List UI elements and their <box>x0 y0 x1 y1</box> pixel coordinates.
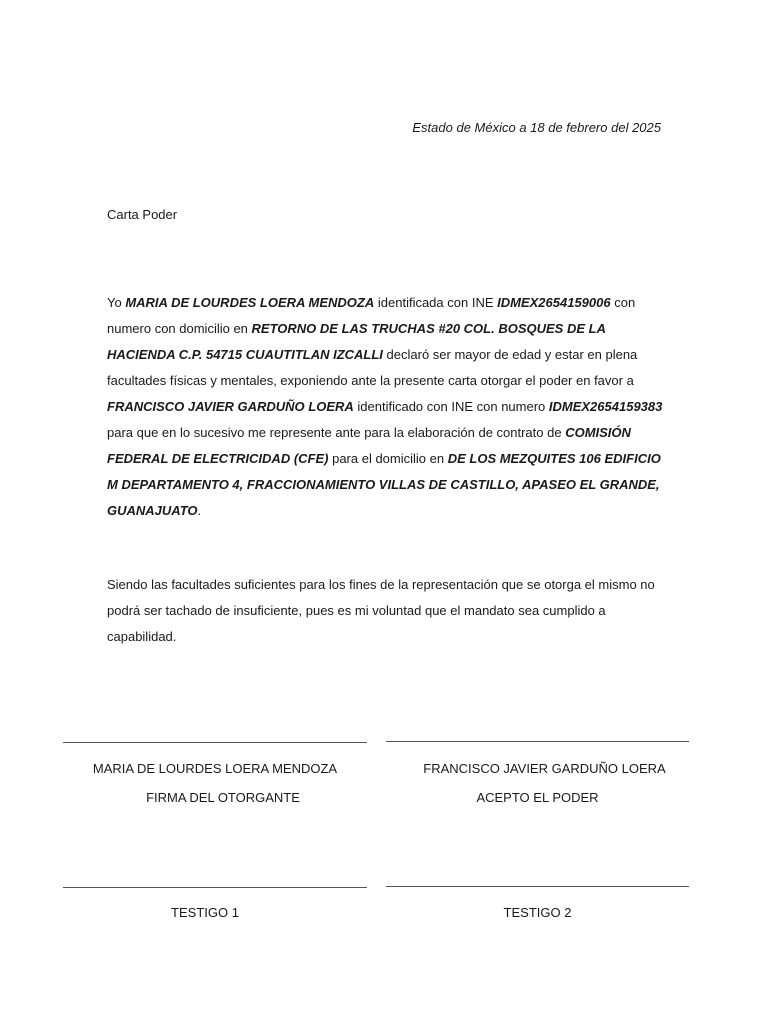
grantor-signature-line <box>63 742 367 743</box>
witness1-label: TESTIGO 1 <box>171 905 239 920</box>
main-paragraph <box>107 290 667 524</box>
highlighted-text: IDMEX2654159006 <box>497 295 611 310</box>
highlighted-text: IDMEX2654159383 <box>548 399 663 414</box>
body-text: identificada con INE <box>374 295 498 310</box>
witness2-signature-line <box>386 886 689 887</box>
closing-paragraph: Siendo las facultades suficientes para los fines de la representación que se otorga el mismo no podrá ser tachado de insuficiente, pues es mi voluntad que el mandato sea cumplido a capabilidad. <box>107 577 655 644</box>
witness2-label: TESTIGO 2 <box>503 905 572 920</box>
attorney-signature-line <box>386 741 689 742</box>
body-text: para que en lo sucesivo me represente ante para la elaboración de contrato de <box>107 425 566 440</box>
body-text: para el domicilio en <box>328 451 448 466</box>
grantor-role: FIRMA DEL OTORGANTE <box>146 790 300 805</box>
body-text: identificado con INE con numero <box>353 399 549 414</box>
highlighted-text: FRANCISCO JAVIER GARDUÑO LOERA <box>107 399 354 414</box>
attorney-role: ACEPTO EL PODER <box>476 790 599 805</box>
highlighted-text: RETORNO DE LAS TRUCHAS #20 COL. BOSQUES DE LA HACIENDA C.P. 54715 CUAUTITLAN IZCALLI <box>107 321 606 362</box>
body-text: declaró ser mayor de edad y estar en plena facultades físicas y mentales, exponiendo ante la presente carta otorgar el poder en favor a <box>107 347 638 388</box>
body-text: con numero con domicilio en <box>107 295 636 336</box>
document-title: Carta Poder <box>107 207 178 222</box>
document-date: Estado de México a 18 de febrero del 2025 <box>412 120 661 135</box>
attorney-name: FRANCISCO JAVIER GARDUÑO LOERA <box>423 761 666 776</box>
grantor-name: MARIA DE LOURDES LOERA MENDOZA <box>92 761 338 776</box>
body-text: Yo <box>107 295 126 310</box>
witness1-signature-line <box>63 887 367 888</box>
highlighted-text: DE LOS MEZQUITES 106 EDIFICIO M DEPARTAMENTO 4, FRACCIONAMIENTO VILLAS DE CASTILLO, APASEO EL GRANDE, GUANAJUATO <box>107 451 661 518</box>
highlighted-text: MARIA DE LOURDES LOERA MENDOZA <box>125 295 375 310</box>
highlighted-text: COMISIÓN FEDERAL DE ELECTRICIDAD (CFE) <box>107 425 631 466</box>
body-text: . <box>197 503 202 518</box>
